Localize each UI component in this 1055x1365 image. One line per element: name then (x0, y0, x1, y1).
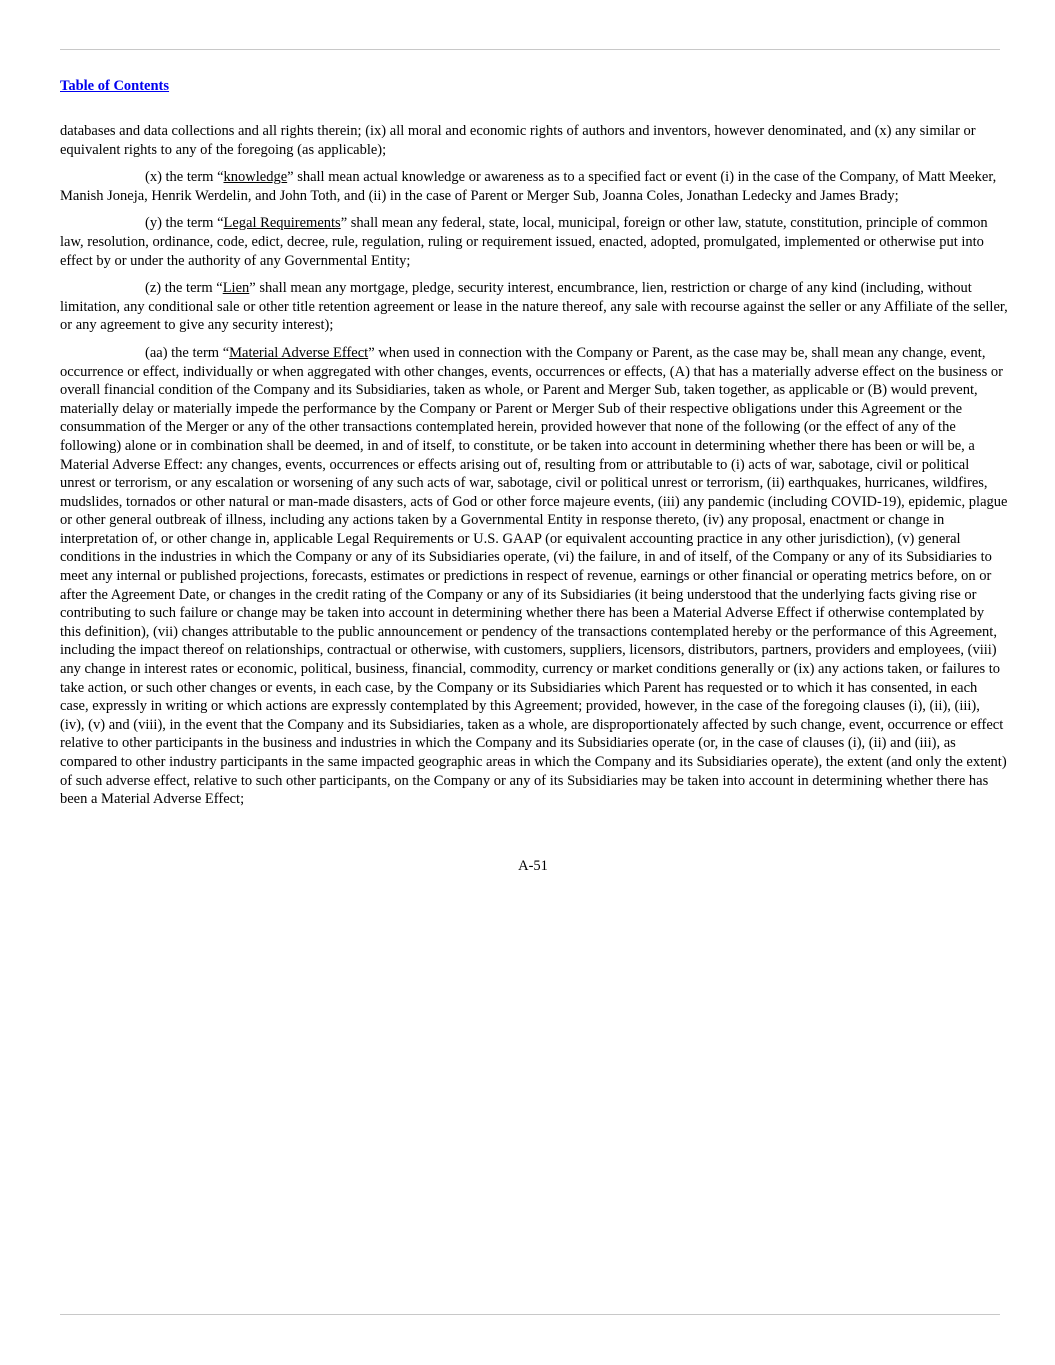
paragraph-continuation (60, 122, 1008, 159)
defined-term: Lien (222, 280, 250, 297)
defined-term: Material Adverse Effect (229, 344, 369, 361)
definition-prefix: (y) the term “ (145, 215, 224, 232)
definition-prefix: (aa) the term “ (145, 344, 230, 361)
page-number: A-51 (518, 858, 548, 874)
paragraph-text: databases and data collections and all rights therein; (ix) all moral and economic rights of authors and inventors, however denominated, and (x) any similar or equivalent rights to any of the foregoing (as applicable); (60, 123, 976, 158)
definition-text: ” shall mean any mortgage, pledge, security interest, encumbrance, lien, restriction or charge of any kind (including, without limitation, any conditional sale or other title retention agreement or lease in the nature thereof, any sale with recourse against the seller or any Affiliate of the seller, or any agreement to give any security interest); (60, 280, 1008, 334)
defined-term: knowledge (223, 169, 288, 186)
definition-prefix: (x) the term “ (145, 169, 224, 186)
definition-text: ” when used in connection with the Company or Parent, as the case may be, shall mean any change, event, occurrence or effect, individually or when aggregated with other changes, events, occurrences or effects, (A) that has a materially adverse effect on the business or overall financial condition of the Company and its Subsidiaries, taken as whole, or Parent and Merger Sub, taken together, as applicable or (B) would prevent, materially delay or materially impede the performance by the Company or Parent or Merger Sub of their respective obligations under this Agreement or the consummation of the Merger or any of the other transactions contemplated herein, provided however that none of the following (or the effect of any of the following) alone or in combination shall be deemed, in and of itself, to constitute, or be taken into account in determining whether there has been or will be, a Material Adverse Effect: any changes, events, occurrences or effects arising out of, resulting from or attributable to (i) acts of war, sabotage, civil or political unrest or terrorism, or any escalation or worsening of any such acts of war, sabotage, civil or political unrest or terrorism, (ii) earthquakes, hurricanes, wildfires, mudslides, tornados or other natural or man-made disasters, acts of God or other force majeure events, (iii) any pandemic (including COVID-19), epidemic, plague or other general outbreak of illness, including any actions taken by a Governmental Entity in response thereto, (iv) any proposal, enactment or change in interpretation of, or other change in, applicable Legal Requirements or U.S. GAAP (or equivalent accounting practice in any other jurisdiction), (v) general conditions in the industries in which the Company or any of its Subsidiaries operate, (vi) the failure, in and of itself, of the Company or any of its Subsidiaries to meet any internal or published projections, forecasts, estimates or predictions in respect of revenue, earnings or other financial or operating metrics before, on or after the Agreement Date, or changes in the credit rating of the Company or any of its Subsidiaries (it being understood that the underlying facts giving rise or contributing to such failure or change may be taken into account in determining whether there has been a Material Adverse Effect if otherwise contemplated by this definition), (vii) changes attributable to the public announcement or pendency of the transactions contemplated hereby or the performance of this Agreement, including the impact thereof on relationships, contractual or otherwise, with customers, suppliers, licensors, distributors, partners, providers and employees, (viii) any change in interest rates or economic, political, business, financial, commodity, currency or market conditions generally or (ix) any actions taken, or failures to take action, or such other changes or events, in each case, by the Company or its Subsidiaries which Parent has requested or to which it has consented, in each case, expressly in writing or which actions are expressly contemplated by this Agreement; provided, however, in the case of the foregoing clauses (i), (ii), (iii), (iv), (v) and (viii), in the event that the Company and its Subsidiaries, taken as a whole, are disproportionately affected by such change, event, occurrence or effect relative to other participants in the business and industries in which the Company and its Subsidiaries operate (or, in the case of clauses (i), (ii) and (iii), as compared to other industry participants in the same impacted geographic areas in which the Company and its Subsidiaries operate), the extent (and only the extent) of such adverse effect, relative to such other participants, on the Company or any of its Subsidiaries may be taken into account in determining whether there has been a Material Adverse Effect; (60, 344, 1008, 808)
table-of-contents-link[interactable]: Table of Contents (60, 78, 170, 94)
document-body (60, 122, 1008, 818)
definition-text: ” shall mean actual knowledge or awareness as to a specified fact or event (i) in the case of the Company, of Matt Meeker, Manish Joneja, Henrik Werdelin, and John Toth, and (ii) in the case of Parent or Merger Sub, Joanna Coles, Jonathan Ledecky and James Brady; (60, 169, 997, 204)
definition-knowledge (60, 168, 1008, 205)
bottom-divider (60, 1314, 1000, 1315)
definition-lien (60, 279, 1008, 335)
definition-text: ” shall mean any federal, state, local, municipal, foreign or other law, statute, constitution, principle of common law, resolution, ordinance, code, edict, decree, rule, regulation, ruling or requirement issued, enacted, adopted, promulgated, implemented or otherwise put into effect by or under the authority of any Governmental Entity; (60, 215, 988, 269)
top-divider (60, 49, 1000, 50)
definition-legal-requirements (60, 214, 1008, 270)
definition-material-adverse-effect (60, 344, 1008, 809)
defined-term: Legal Requirements (223, 215, 341, 232)
definition-prefix: (z) the term “ (145, 280, 223, 297)
